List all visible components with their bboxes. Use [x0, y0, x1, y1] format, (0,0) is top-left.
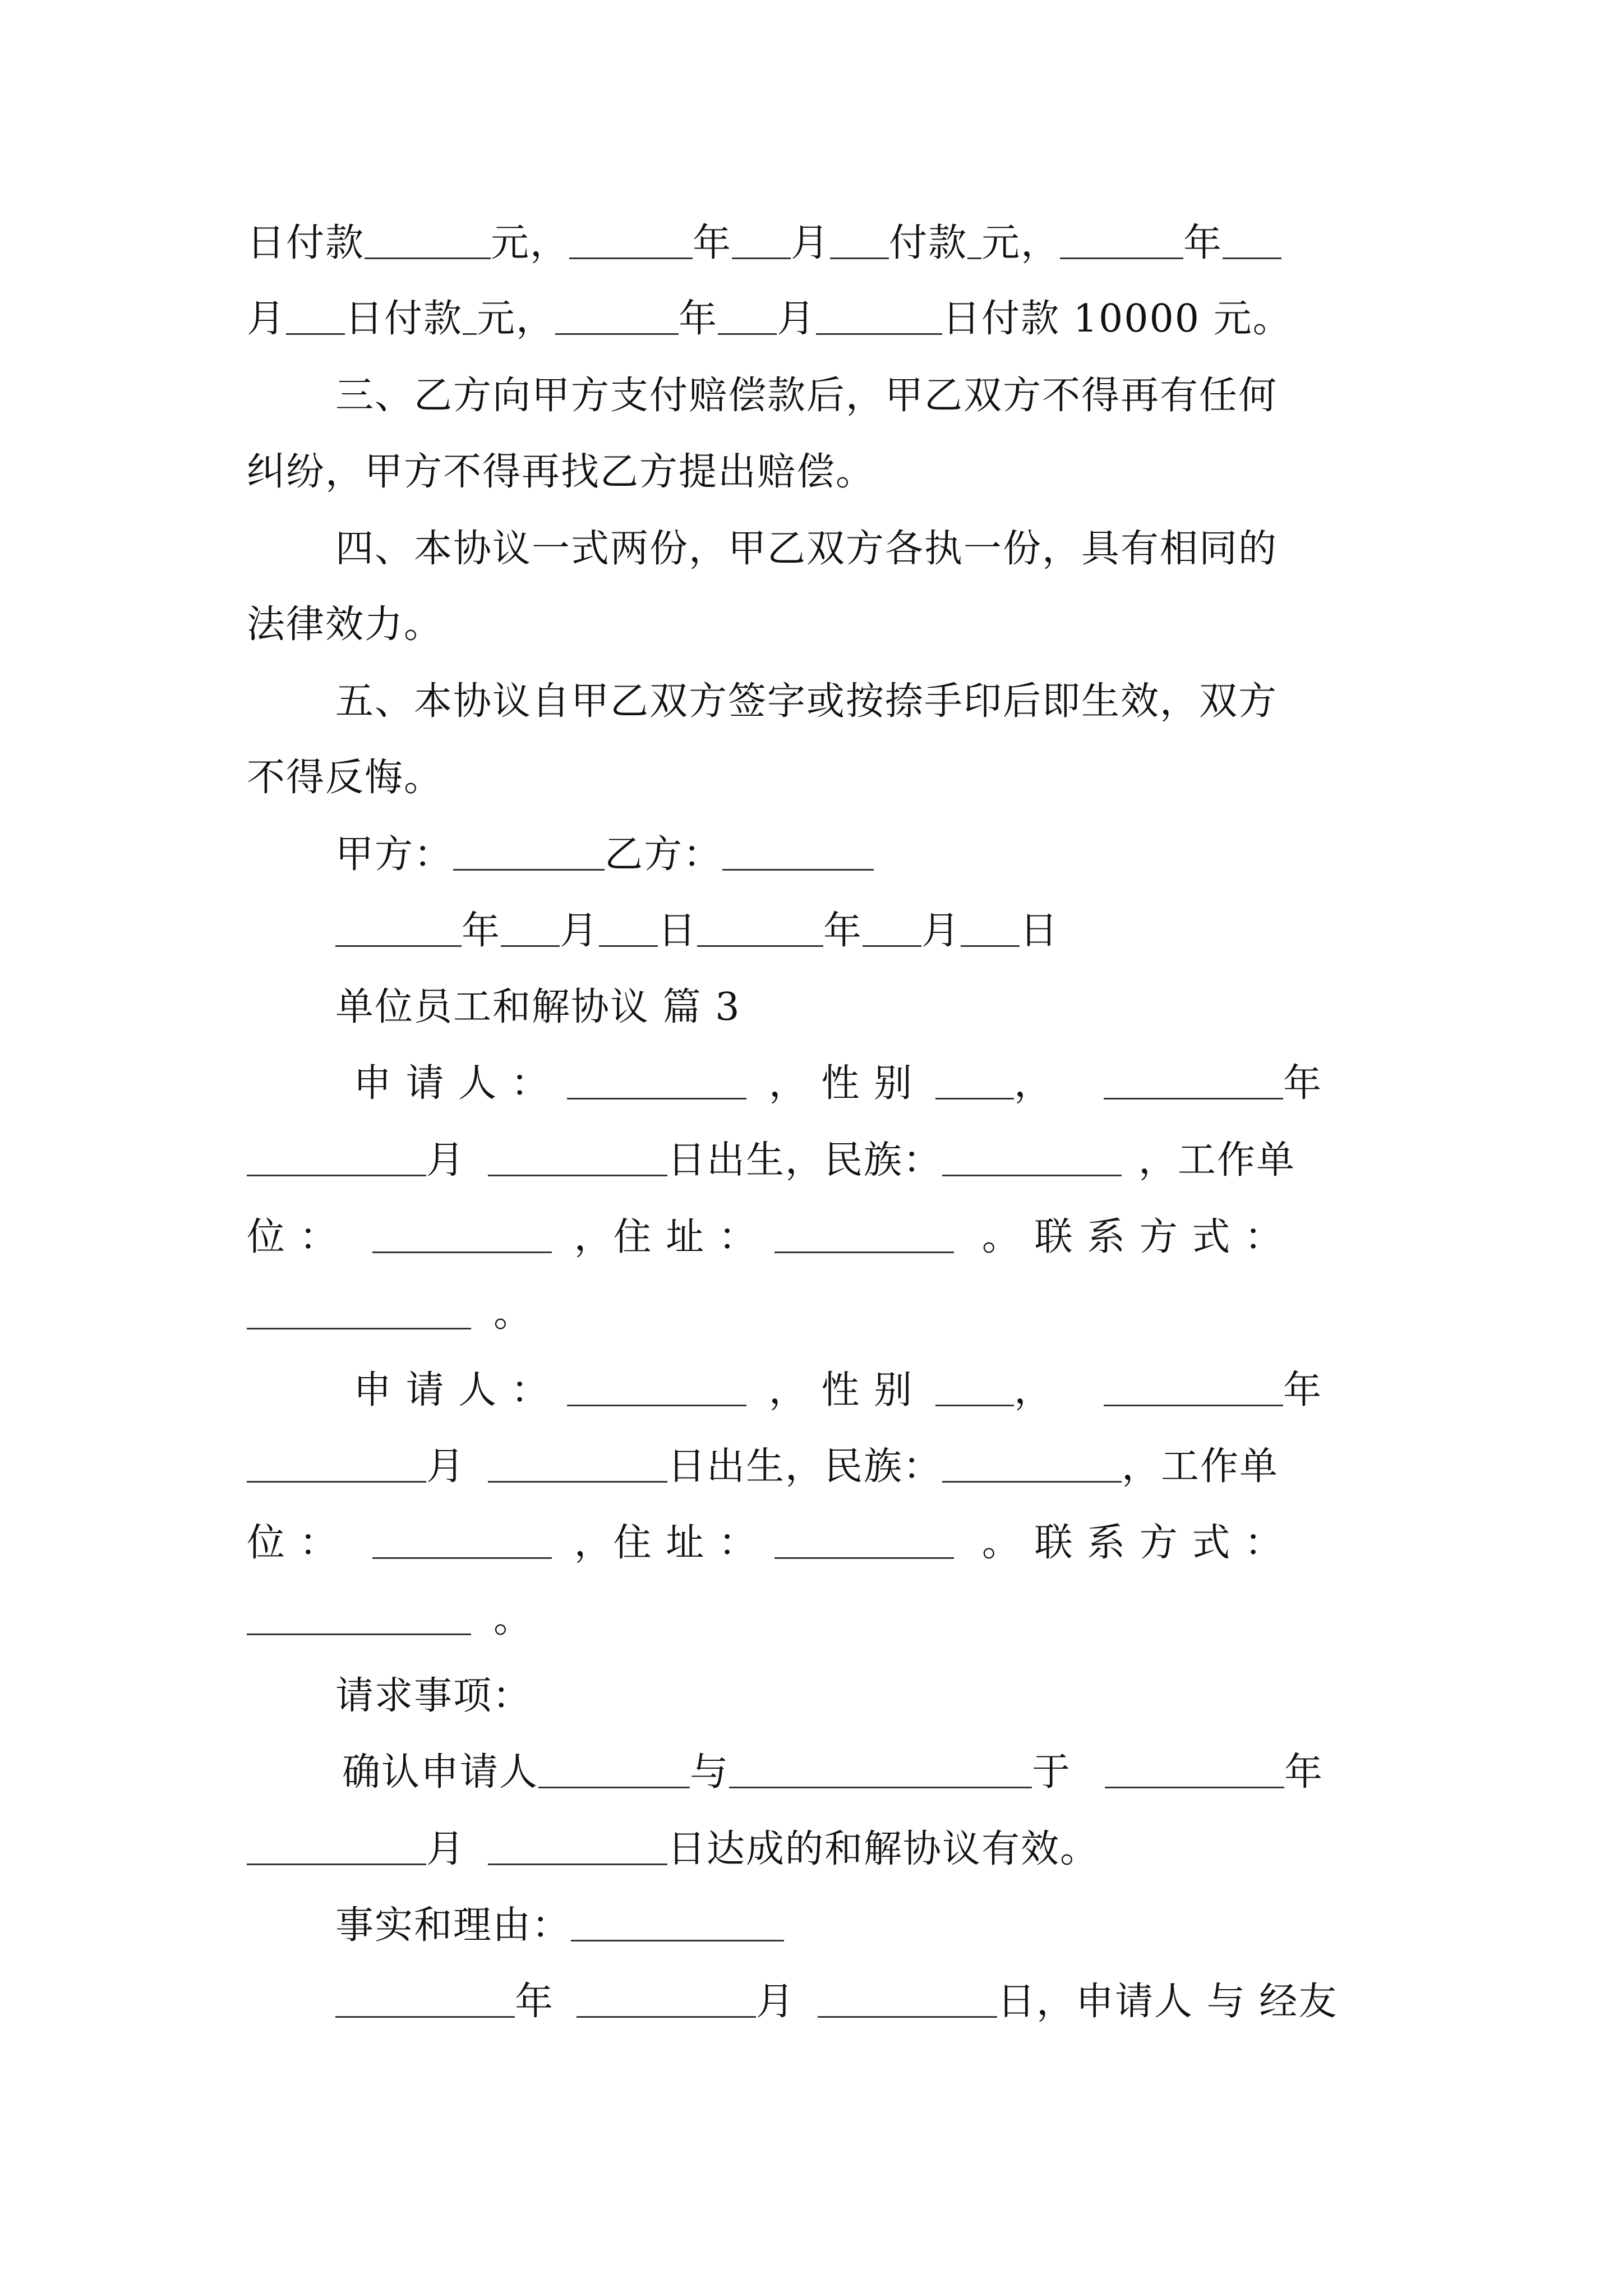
fill-in-blank [1105, 1754, 1284, 1788]
fill-in-blank [830, 225, 889, 259]
text-segment: 与 [690, 1750, 730, 1795]
text-line-l21 [342, 1750, 1324, 1796]
fill-in-blank [571, 1907, 784, 1941]
text-segment: 年 [1183, 221, 1223, 265]
fill-in-blank [247, 1831, 426, 1865]
fill-in-blank [774, 1525, 954, 1559]
fill-in-blank [567, 1372, 746, 1406]
text-line-l3 [335, 374, 1278, 420]
text-segment: 日出生，民族： [667, 1444, 943, 1489]
text-line-l12 [353, 1061, 1323, 1107]
text-segment: 年 [1283, 1368, 1323, 1412]
fill-in-blank [697, 913, 823, 947]
text-segment: 月 [921, 909, 961, 953]
text-segment: 乙方： [605, 832, 723, 877]
text-segment: 年 [1283, 1061, 1323, 1106]
fill-in-blank [569, 225, 693, 259]
fill-in-blank [935, 1372, 1014, 1406]
text-segment: 元， [491, 221, 570, 265]
text-segment: 月 [791, 221, 831, 265]
text-segment: 月 [247, 297, 287, 341]
fill-in-blank [774, 1219, 954, 1253]
text-segment: 付款 [889, 221, 968, 265]
text-segment: 。 联 系 方 式 ： [981, 1215, 1284, 1259]
fill-in-blank [247, 1295, 471, 1329]
text-segment: 日 [658, 909, 698, 953]
text-segment: 月 [560, 909, 600, 953]
text-segment: 。 [494, 1597, 533, 1641]
text-line-l24 [335, 1980, 1338, 2026]
fill-in-blank [1104, 1372, 1283, 1406]
text-segment: 申 请 人 ： [353, 1368, 550, 1412]
fill-in-blank [1060, 225, 1183, 259]
fill-in-blank [372, 1525, 552, 1559]
text-segment: 纠纷，甲方不得再找乙方提出赔偿。 [247, 450, 875, 494]
fill-in-blank [942, 1448, 1122, 1483]
fill-in-blank [488, 1831, 667, 1865]
text-segment: 月 [426, 1138, 466, 1182]
text-segment: 元， [981, 221, 1061, 265]
text-segment: 四、本协议一式两份，甲乙双方各执一份，具有相同的 [335, 527, 1278, 571]
text-segment: 申 请 人 ： [353, 1061, 550, 1106]
fill-in-blank [286, 301, 345, 335]
text-segment: 。 [494, 1291, 533, 1336]
fill-in-blank [816, 301, 942, 335]
text-line-l20 [335, 1674, 532, 1720]
fill-in-blank [967, 225, 981, 259]
text-line-l6 [247, 602, 444, 648]
text-line-l22 [247, 1827, 1100, 1873]
text-line-l23 [335, 1903, 784, 1949]
text-line-l10 [335, 909, 1059, 955]
text-segment: ，住 址 ： [574, 1521, 758, 1565]
text-segment: 法律效力。 [247, 602, 444, 647]
fill-in-blank [453, 836, 605, 871]
text-line-l15 [247, 1291, 533, 1337]
fill-in-blank [335, 913, 462, 947]
text-segment: 日付款 10000 元。 [942, 297, 1292, 341]
fill-in-blank [247, 1448, 426, 1483]
text-line-l16 [353, 1368, 1323, 1414]
text-segment: 月 [426, 1827, 466, 1871]
fill-in-blank [1223, 225, 1281, 259]
fill-in-blank [372, 1219, 552, 1253]
text-segment: 年 [1284, 1750, 1324, 1795]
fill-in-blank [538, 1754, 690, 1788]
text-segment: 。 联 系 方 式 ： [981, 1521, 1284, 1565]
text-segment: ，工作单 [1122, 1444, 1279, 1489]
text-segment: ， 性 别 [768, 1061, 914, 1106]
text-segment: ， [1014, 1061, 1054, 1106]
text-segment: 单位员工和解协议 篇 3 [335, 985, 741, 1029]
text-segment: ， [1014, 1368, 1054, 1412]
fill-in-blank [599, 913, 658, 947]
fill-in-blank [335, 1984, 515, 2018]
text-segment: 五、本协议自甲乙双方签字或按捺手印后即生效，双方 [335, 679, 1278, 724]
text-segment: 三、乙方向甲方支付赔偿款后，甲乙双方不得再有任何 [335, 374, 1278, 418]
text-line-l1 [247, 221, 1281, 267]
fill-in-blank [247, 1142, 426, 1176]
text-segment: 日，申请人 与 经友 [997, 1980, 1338, 2024]
fill-in-blank [488, 1448, 667, 1483]
text-segment: 日付款 [345, 297, 463, 341]
text-line-l5 [335, 527, 1278, 573]
fill-in-blank [1104, 1065, 1283, 1099]
fill-in-blank [935, 1065, 1014, 1099]
text-segment: 年 [823, 909, 863, 953]
fill-in-blank [577, 1984, 756, 2018]
text-line-l17 [247, 1444, 1279, 1490]
text-segment: 位 ： [247, 1521, 339, 1565]
fill-in-blank [247, 1601, 471, 1635]
text-segment: 日达成的和解协议有效。 [667, 1827, 1100, 1871]
text-line-l18 [247, 1521, 1284, 1567]
text-segment: 月 [426, 1444, 466, 1489]
text-segment: 年 [679, 297, 718, 341]
fill-in-blank [942, 1142, 1122, 1176]
fill-in-blank [961, 913, 1020, 947]
text-segment: 月 [777, 297, 817, 341]
fill-in-blank [863, 913, 921, 947]
fill-in-blank [722, 836, 874, 871]
text-line-l11 [335, 985, 741, 1031]
text-segment: 确认申请人 [342, 1750, 539, 1795]
text-line-l7 [335, 679, 1278, 725]
text-line-l4 [247, 450, 875, 496]
fill-in-blank [501, 913, 560, 947]
text-segment: 事实和理由： [335, 1903, 571, 1948]
text-segment: 于 [1032, 1750, 1072, 1795]
fill-in-blank [463, 301, 477, 335]
text-segment: 甲方： [335, 832, 454, 877]
text-segment: 位 ： [247, 1215, 339, 1259]
text-segment: 年 [462, 909, 501, 953]
text-line-l13 [247, 1138, 1296, 1184]
text-segment: 年 [515, 1980, 555, 2024]
text-segment: ，住 址 ： [574, 1215, 758, 1259]
text-line-l9 [335, 832, 874, 878]
fill-in-blank [818, 1984, 997, 2018]
text-line-l2 [247, 297, 1292, 343]
fill-in-blank [365, 225, 491, 259]
text-segment: 不得反悔。 [247, 756, 444, 800]
fill-in-blank [567, 1065, 746, 1099]
text-segment: 元， [477, 297, 556, 341]
text-line-l14 [247, 1215, 1284, 1261]
text-segment: 请求事项： [335, 1674, 532, 1718]
fill-in-blank [555, 301, 679, 335]
text-segment: ， 性 别 [768, 1368, 914, 1412]
text-segment: 日 [1020, 909, 1059, 953]
text-segment: ，工作单 [1138, 1138, 1296, 1182]
text-segment: 日付款 [247, 221, 365, 265]
text-line-l19 [247, 1597, 533, 1643]
text-segment: 日出生，民族： [667, 1138, 943, 1182]
text-segment: 年 [693, 221, 732, 265]
fill-in-blank [729, 1754, 1032, 1788]
text-segment: 月 [756, 1980, 796, 2024]
fill-in-blank [488, 1142, 667, 1176]
fill-in-blank [718, 301, 777, 335]
fill-in-blank [732, 225, 791, 259]
text-line-l8 [247, 756, 444, 802]
